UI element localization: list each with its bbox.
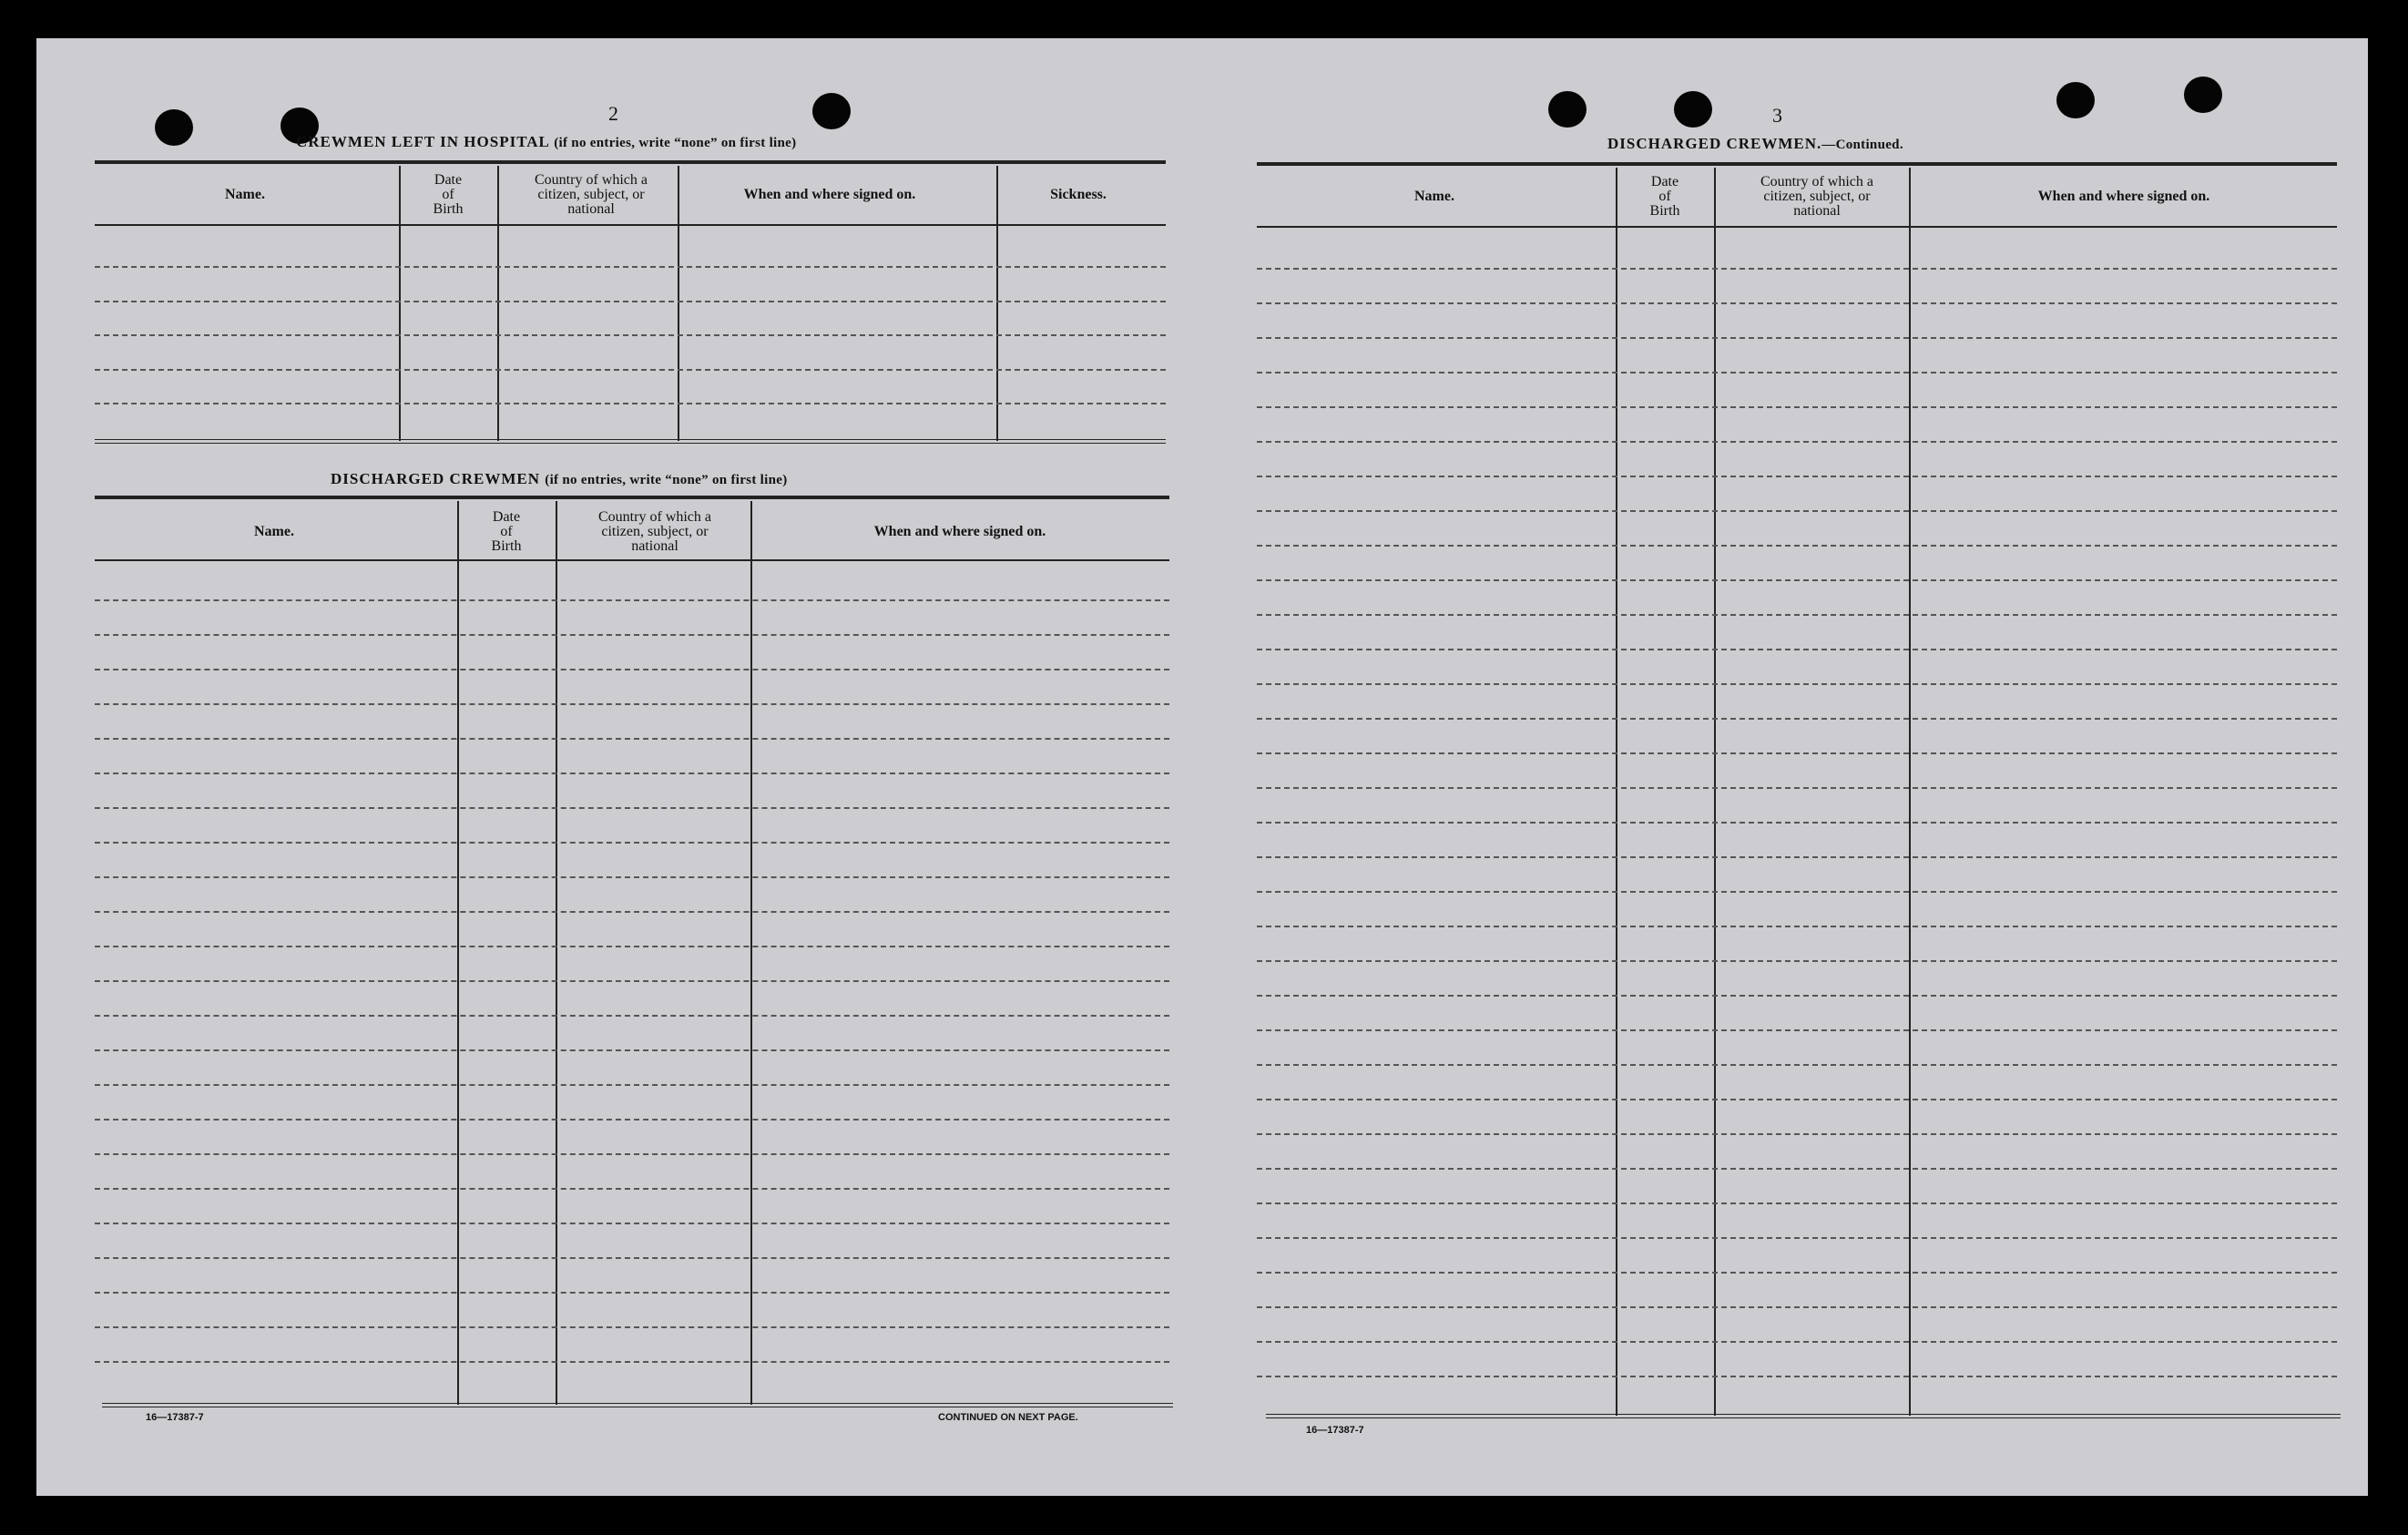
hospital-entry-line — [95, 266, 1166, 268]
hospital-table-top-rule — [95, 160, 1166, 164]
hospital-col-divider — [497, 166, 499, 441]
discharged-right-entry-line — [1257, 1202, 2337, 1204]
discharged-left-entry-line — [95, 876, 1169, 878]
discharged-right-entry-line — [1257, 960, 2337, 962]
discharged-right-entry-line — [1257, 337, 2337, 339]
discharged-subtitle-right: —Continued. — [1821, 138, 1903, 152]
discharged-section-title-left — [331, 470, 788, 488]
hospital-col-divider — [399, 166, 401, 441]
hospital-entry-line — [95, 301, 1166, 302]
discharged-right-col-name: Name. — [1414, 189, 1454, 204]
discharged-right-entry-line — [1257, 787, 2337, 789]
discharged-section-title-right — [1607, 135, 1903, 153]
discharged-right-entry-line — [1257, 545, 2337, 547]
discharged-left-entry-line — [95, 1049, 1169, 1051]
discharged-right-entry-line — [1257, 372, 2337, 374]
discharged-left-entry-line — [95, 703, 1169, 705]
discharged-left-entry-line — [95, 1015, 1169, 1017]
discharged-right-header-rule — [1257, 226, 2337, 228]
discharged-left-entry-line — [95, 946, 1169, 947]
discharged-left-entry-line — [95, 738, 1169, 740]
discharged-left-entry-line — [95, 634, 1169, 636]
discharged-left-entry-line — [95, 1153, 1169, 1155]
discharged-right-entry-line — [1257, 302, 2337, 304]
discharged-right-entry-line — [1257, 1306, 2337, 1308]
discharged-title-left: DISCHARGED CREWMEN — [331, 470, 541, 487]
discharged-right-entry-line — [1257, 1133, 2337, 1135]
discharged-right-col-dob: Date of Birth — [1649, 174, 1680, 219]
discharged-left-entry-line — [95, 1361, 1169, 1363]
hospital-title: CREWMEN LEFT IN HOSPITAL — [296, 133, 549, 150]
discharged-left-col-divider — [750, 501, 752, 1405]
discharged-left-entry-line — [95, 1223, 1169, 1224]
hospital-entry-line — [95, 403, 1166, 404]
punch-hole — [1548, 91, 1587, 128]
discharged-right-entry-line — [1257, 1099, 2337, 1100]
discharged-right-entry-line — [1257, 995, 2337, 997]
discharged-left-entry-line — [95, 807, 1169, 809]
discharged-left-col-dob: Date of Birth — [491, 509, 522, 554]
discharged-right-entry-line — [1257, 926, 2337, 927]
discharged-left-col-name: Name. — [254, 524, 294, 539]
discharged-left-entry-line — [95, 911, 1169, 913]
discharged-left-col-signed: When and where signed on. — [873, 524, 1046, 539]
discharged-right-entry-line — [1257, 614, 2337, 616]
punch-hole — [812, 93, 851, 129]
hospital-col-country: Country of which a citizen, subject, or national — [535, 172, 648, 217]
page-number-right: 3 — [1772, 104, 1782, 127]
discharged-left-entry-line — [95, 1084, 1169, 1086]
discharged-left-entry-line — [95, 1119, 1169, 1121]
discharged-right-col-signed: When and where signed on. — [2037, 189, 2210, 204]
discharged-right-top-rule — [1257, 162, 2337, 166]
discharged-left-entry-line — [95, 842, 1169, 844]
discharged-right-entry-line — [1257, 579, 2337, 581]
hospital-col-dob: Date of Birth — [433, 172, 464, 217]
discharged-right-entry-line — [1257, 752, 2337, 754]
hospital-col-divider — [678, 166, 679, 441]
hospital-col-signed: When and where signed on. — [743, 187, 916, 202]
discharged-right-entry-line — [1257, 1272, 2337, 1274]
punch-hole — [2184, 77, 2222, 113]
hospital-entry-line — [95, 334, 1166, 336]
discharged-left-entry-line — [95, 1292, 1169, 1294]
discharged-left-entry-line — [95, 599, 1169, 601]
discharged-title-right: DISCHARGED CREWMEN. — [1607, 135, 1822, 152]
hospital-col-divider — [996, 166, 998, 441]
hospital-table-bottom-rule — [95, 439, 1166, 444]
document-scan — [36, 38, 2368, 1496]
punch-hole — [155, 109, 193, 146]
discharged-right-entry-line — [1257, 1237, 2337, 1239]
discharged-right-entry-line — [1257, 856, 2337, 858]
discharged-left-col-country: Country of which a citizen, subject, or national — [598, 509, 711, 554]
discharged-left-top-rule — [95, 496, 1169, 499]
hospital-entry-line — [95, 369, 1166, 371]
discharged-right-entry-line — [1257, 1376, 2337, 1377]
punch-hole — [1674, 91, 1712, 128]
discharged-right-bottom-rule — [1266, 1414, 2341, 1418]
hospital-col-name: Name. — [225, 187, 265, 202]
discharged-left-entry-line — [95, 1257, 1169, 1259]
discharged-right-col-divider — [1909, 168, 1911, 1416]
discharged-left-bottom-rule — [102, 1403, 1173, 1407]
discharged-right-entry-line — [1257, 268, 2337, 270]
discharged-left-entry-line — [95, 773, 1169, 774]
discharged-left-col-divider — [457, 501, 459, 1405]
hospital-col-sickness: Sickness. — [1050, 187, 1107, 202]
discharged-right-entry-line — [1257, 441, 2337, 443]
hospital-subtitle: (if no entries, write “none” on first line) — [554, 136, 797, 150]
punch-hole — [2056, 82, 2095, 118]
form-number-right: 16—17387-7 — [1306, 1425, 1364, 1436]
discharged-left-entry-line — [95, 1188, 1169, 1190]
discharged-right-entry-line — [1257, 476, 2337, 477]
discharged-right-entry-line — [1257, 510, 2337, 512]
discharged-right-entry-line — [1257, 683, 2337, 685]
hospital-header-rule — [95, 224, 1166, 226]
discharged-left-entry-line — [95, 1326, 1169, 1328]
discharged-left-entry-line — [95, 669, 1169, 670]
discharged-right-entry-line — [1257, 1168, 2337, 1170]
discharged-right-col-country: Country of which a citizen, subject, or national — [1760, 174, 1873, 219]
discharged-left-col-divider — [556, 501, 557, 1405]
page-number-left: 2 — [608, 102, 618, 125]
discharged-subtitle-left: (if no entries, write “none” on first line) — [545, 473, 788, 487]
discharged-right-entry-line — [1257, 718, 2337, 720]
form-number-left: 16—17387-7 — [146, 1412, 204, 1423]
discharged-right-entry-line — [1257, 1064, 2337, 1066]
discharged-right-entry-line — [1257, 649, 2337, 650]
discharged-right-entry-line — [1257, 406, 2337, 408]
discharged-right-entry-line — [1257, 822, 2337, 824]
discharged-right-col-divider — [1616, 168, 1617, 1416]
continued-note: CONTINUED ON NEXT PAGE. — [938, 1412, 1078, 1423]
discharged-left-header-rule — [95, 559, 1169, 561]
discharged-right-entry-line — [1257, 891, 2337, 893]
discharged-right-entry-line — [1257, 1341, 2337, 1343]
discharged-right-entry-line — [1257, 1029, 2337, 1031]
hospital-section-title — [296, 133, 796, 151]
discharged-left-entry-line — [95, 980, 1169, 982]
discharged-right-col-divider — [1714, 168, 1716, 1416]
